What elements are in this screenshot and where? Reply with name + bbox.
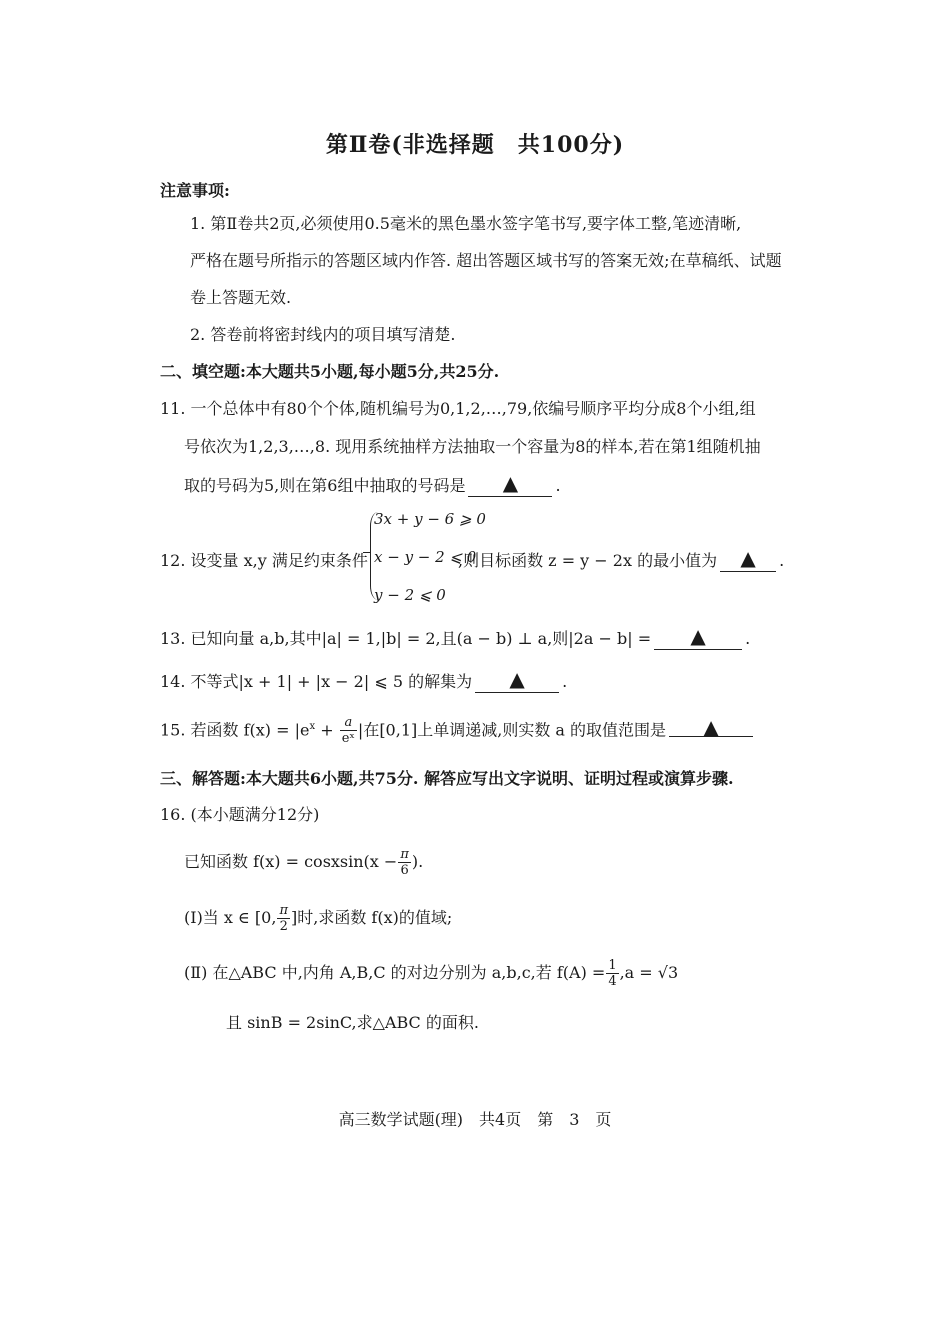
q12-answer-blank[interactable] — [720, 546, 776, 572]
q15-plus: + — [315, 720, 339, 740]
q16-part2-fraction — [606, 958, 618, 989]
answer-triangle-icon: ▲ — [740, 546, 756, 570]
q13-line — [160, 624, 751, 650]
section2-heading: 二、填空题:本大题共5小题,每小题5分,共25分. — [160, 362, 500, 381]
q11-answer-blank[interactable] — [468, 471, 552, 497]
q15-fraction — [340, 715, 357, 746]
notice-item1-line2: 严格在题号所指示的答题区域内作答. 超出答题区域书写的答案无效;在草稿纸、试题 — [190, 251, 782, 270]
q16-part1-suffix: ]时,求函数 f(x)的值域; — [291, 908, 453, 927]
answer-triangle-icon: ▲ — [703, 715, 719, 740]
q16-part1-den: 2 — [279, 919, 288, 934]
q15-frac-den: eˣ — [341, 731, 355, 747]
q15-frac-num: a — [340, 715, 357, 731]
q15-prefix: 15. 若函数 f(x) = |e — [160, 720, 310, 740]
notice-item1-line3: 卷上答题无效. — [190, 288, 292, 307]
answer-triangle-icon: ▲ — [690, 624, 706, 648]
q16-part2-prefix: (Ⅱ) 在△ABC 中,内角 A,B,C 的对边分别为 a,b,c,若 f(A) = — [184, 963, 606, 982]
q16-part2-suffix: ,a = √3 — [619, 963, 679, 982]
q16-given-fraction — [398, 847, 411, 878]
q16-given-den: 6 — [400, 863, 409, 878]
notice-heading: 注意事项: — [160, 181, 230, 200]
q12-constraint-system — [370, 508, 486, 604]
q14-end: . — [562, 672, 568, 691]
q16-part1-fraction — [277, 903, 290, 934]
q14-answer-blank[interactable] — [475, 667, 559, 693]
q16-part2-line2: 且 sinB = 2sinC,求△ABC 的面积. — [226, 1013, 479, 1032]
q16-part2-num: 1 — [608, 958, 617, 973]
q14-line — [160, 667, 568, 693]
q12-suffix-line — [458, 546, 785, 572]
q16-given-prefix: 已知函数 f(x) = cosxsin(x − — [184, 852, 398, 871]
notice-item1-line1: 1. 第Ⅱ卷共2页,必须使用0.5毫米的黑色墨水签字笔书写,要字体工整,笔迹清晰, — [190, 214, 742, 233]
q16-given-suffix: ). — [411, 852, 424, 871]
q16-part1-num: π — [279, 903, 288, 918]
q16-part1 — [184, 902, 452, 934]
q12-constraint-3: y − 2 ⩽ 0 — [374, 586, 446, 604]
q11-end: . — [555, 476, 561, 495]
q16-given — [184, 846, 423, 878]
q16-part2 — [184, 957, 678, 989]
q13-text: 13. 已知向量 a,b,其中|a| = 1,|b| = 2,且(a − b) ⊥ a,则|2a − b| = — [160, 629, 652, 648]
q12-constraint-2: x − y − 2 ⩽ 0 — [374, 548, 477, 566]
q11-line3-text: 取的号码为5,则在第6组中抽取的号码是 — [184, 476, 466, 495]
q15-line — [160, 712, 756, 746]
q16-part2-den: 4 — [608, 974, 617, 989]
q16-part1-prefix: (Ⅰ)当 x ∈ [0, — [184, 908, 277, 927]
q12-prefix: 12. 设变量 x,y 满足约束条件 — [160, 551, 368, 570]
q15-suffix: |在[0,1]上单调递减,则实数 a 的取值范围是 — [357, 720, 667, 740]
q13-end: . — [745, 629, 751, 648]
q12-suffix: ,则目标函数 z = y − 2x 的最小值为 — [458, 551, 718, 570]
q12-constraint-1: 3x + y − 6 ⩾ 0 — [374, 510, 486, 528]
q16-given-num: π — [400, 847, 409, 862]
q11-line2: 号依次为1,2,3,…,8. 现用系统抽样方法抽取一个容量为8的样本,若在第1组随机抽 — [184, 437, 761, 456]
q11-line3 — [184, 471, 561, 497]
q11-line1: 11. 一个总体中有80个个体,随机编号为0,1,2,…,79,依编号顺序平均分成8个小组,组 — [160, 399, 756, 418]
q16-header: 16. (本小题满分12分) — [160, 805, 320, 824]
q15-answer-blank[interactable] — [669, 715, 753, 740]
answer-triangle-icon: ▲ — [509, 667, 525, 691]
page-title: 第Ⅱ卷(非选择题 共100分) — [325, 132, 625, 158]
answer-triangle-icon: ▲ — [502, 471, 519, 495]
notice-item2: 2. 答卷前将密封线内的项目填写清楚. — [190, 325, 456, 344]
q15-exponent: x — [309, 721, 316, 732]
section3-heading: 三、解答题:本大题共6小题,共75分. 解答应写出文字说明、证明过程或演算步骤. — [160, 769, 734, 788]
page-footer: 高三数学试题(理) 共4页 第 3 页 — [338, 1110, 612, 1129]
q13-answer-blank[interactable] — [654, 624, 742, 650]
q12-end: . — [779, 551, 785, 570]
left-brace-tip — [363, 552, 370, 553]
q14-text: 14. 不等式|x + 1| + |x − 2| ⩽ 5 的解集为 — [160, 672, 473, 691]
